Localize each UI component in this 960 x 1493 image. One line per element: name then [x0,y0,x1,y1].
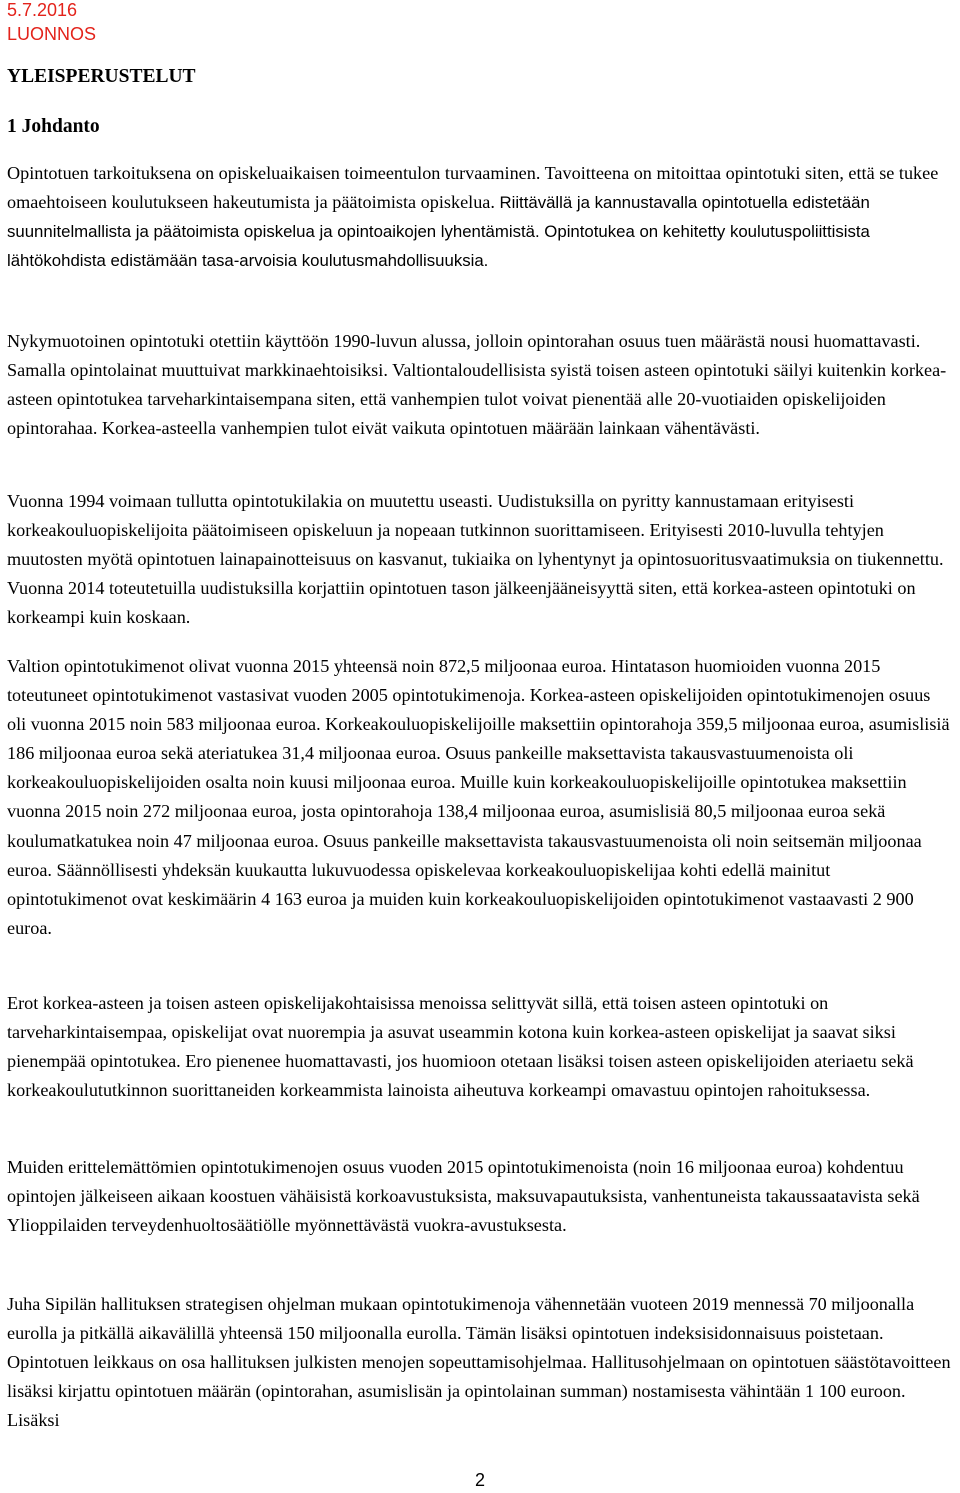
paragraph-7: Juha Sipilän hallituksen strategisen ohjelman mukaan opintotukimenoja vähennetään vuoteen 2019 mennessä 70 miljoonalla eurolla ja pitkällä aikavälillä yhteensä 150 miljoonalla eurolla. Tämän lisäksi opintotuen indeksisidonnaisuus poistetaan. Opintotuen leikkaus on osa hallituksen julkisten menojen sopeuttamisohjelmaa. Hallitusohjelmaan on opintotuen säästötavoitteen lisäksi kirjattu opintotuen määrän (opintorahan, asumislisän ja opintolainan summan) nostamisesta vähintään 1 100 euroon. Lisäksi [7,1294,951,1431]
paragraph-2: Nykymuotoinen opintotuki otettiin käyttöön 1990-luvun alussa, jolloin opintorahan osuus tuen määrästä nousi huomattavasti. Samalla opintolainat muuttuivat markkinaehtoisiksi. Valtiontaloudellisista syistä toisen asteen opintotuki säilyi kuitenkin korkea-asteen opintotukea tarveharkintaisempana siten, että vanhempien tulot voivat pienentää alle 20-vuotiaiden opiskelijoiden opintorahaa. Korkea-asteella vanhempien tulot eivät vaikuta opintotuen määrään lainkaan vähentävästi. [7,331,947,439]
paragraph-3: Vuonna 1994 voimaan tullutta opintotukilakia on muutettu useasti. Uudistuksilla on pyritty kannustamaan erityisesti korkeakouluopiskelijoita päätoimiseen opiskeluun ja nopeaan tutkinnon suorittamiseen. Erityisesti 2010-luvulla tehtyjen muutosten myötä opintotuen lainapainotteisuus on kasvanut, tukiaika on lyhentynyt ja opintosuoritusvaatimuksia on tiukennettu. Vuonna 2014 toteutetuilla uudistuksilla korjattiin opintotuen tason jälkeenjääneisyyttä siten, että korkea-asteen opintotuki on korkeampi kuin koskaan. [7,491,944,628]
paragraph-1-sans-text: Riittävällä ja kannustavalla opintotuella edistetään suunnitelmallista ja päätoimista opiskelua ja opintoaikojen lyhentämistä. Opintotukea on kehitetty koulutuspoliittisista lähtökohdista edistämään tasa-arvoisia koulutusmahdollisuuksia. [7,193,870,271]
paragraph-4: Valtion opintotukimenot olivat vuonna 2015 yhteensä noin 872,5 miljoonaa euroa. Hintatason huomioiden vuonna 2015 toteutuneet opintotukimenot vastasivat vuoden 2005 opintotukimenoja. Korkea-asteen opiskelijoiden opintotukimenojen osuus oli vuonna 2015 noin 583 miljoonaa euroa. Korkeakouluopiskelijoille maksettiin opintorahoja 359,5 miljoonaa euroa, asumislisiä 186 miljoonaa euroa sekä ateriatukea 31,4 miljoonaa euroa. Osuus pankeille maksettavista takausvastuumenoista oli korkeakouluopiskelijoiden osalta noin kuusi miljoonaa euroa. Muille kuin korkeakouluopiskelijoille opintotukea maksettiin vuonna 2015 noin 272 miljoonaa euroa, josta opintorahoja 138,4 miljoonaa euroa, asumislisiä 80,5 miljoonaa euroa sekä koulumatkatukea noin 47 miljoonaa euroa. Osuus pankeille maksettavista takausvastuumenoista oli noin seitsemän miljoonaa euroa. Säännöllisesti yhdeksän kuukautta lukuvuodessa opiskelevaa korkeakouluopiskelijaa kohti edellä mainitut opintotukimenot ovat keskimäärin 4 163 euroa ja muiden kuin korkeakouluopiskelijoiden opintotukimenot vastaavasti 2 900 euroa. [7,656,950,938]
paragraph-1 [7,159,953,275]
page-number: 2 [474,1470,485,1490]
header-date: 5.7.2016 [7,0,78,20]
section-heading: 1 Johdanto [7,116,100,137]
paragraph-5: Erot korkea-asteen ja toisen asteen opiskelijakohtaisissa menoissa selittyvät sillä, että toisen asteen opintotuki on tarveharkintaisempaa, opiskelijat ovat nuorempia ja asuvat useammin kotona kuin korkea-asteen opiskelijat ja saavat siksi pienempää opintotukea. Ero pienenee huomattavasti, jos huomioon otetaan lisäksi toisen asteen opiskelijoiden ateriaetu sekä korkeakoulututkinnon suorittaneiden korkeammista lainoista aiheutuva korkeampi omavastuu opintojen rahoituksessa. [7,993,914,1101]
draft-label: LUONNOS [7,24,97,44]
paragraph-6: Muiden erittelemättömien opintotukimenojen osuus vuoden 2015 opintotukimenoista (noin 16 miljoonaa euroa) kohdentuu opintojen jälkeiseen aikaan koostuen vähäisistä korkoavustuksista, maksuvapautuksista, vanhentuneista takaussaatavista sekä Ylioppilaiden terveydenhuoltosäätiölle myönnettävästä vuokra-avustuksesta. [7,1157,920,1236]
document-title: YLEISPERUSTELUT [7,66,196,87]
paragraph-1-serif-text: Opintotuen tarkoituksena on opiskeluaikaisen toimeentulon turvaaminen. Tavoitteena on mitoittaa opintotuki siten, että se tukee omaehtoiseen koulutukseen hakeutumista ja päätoimista opiskelua. [7,163,939,213]
